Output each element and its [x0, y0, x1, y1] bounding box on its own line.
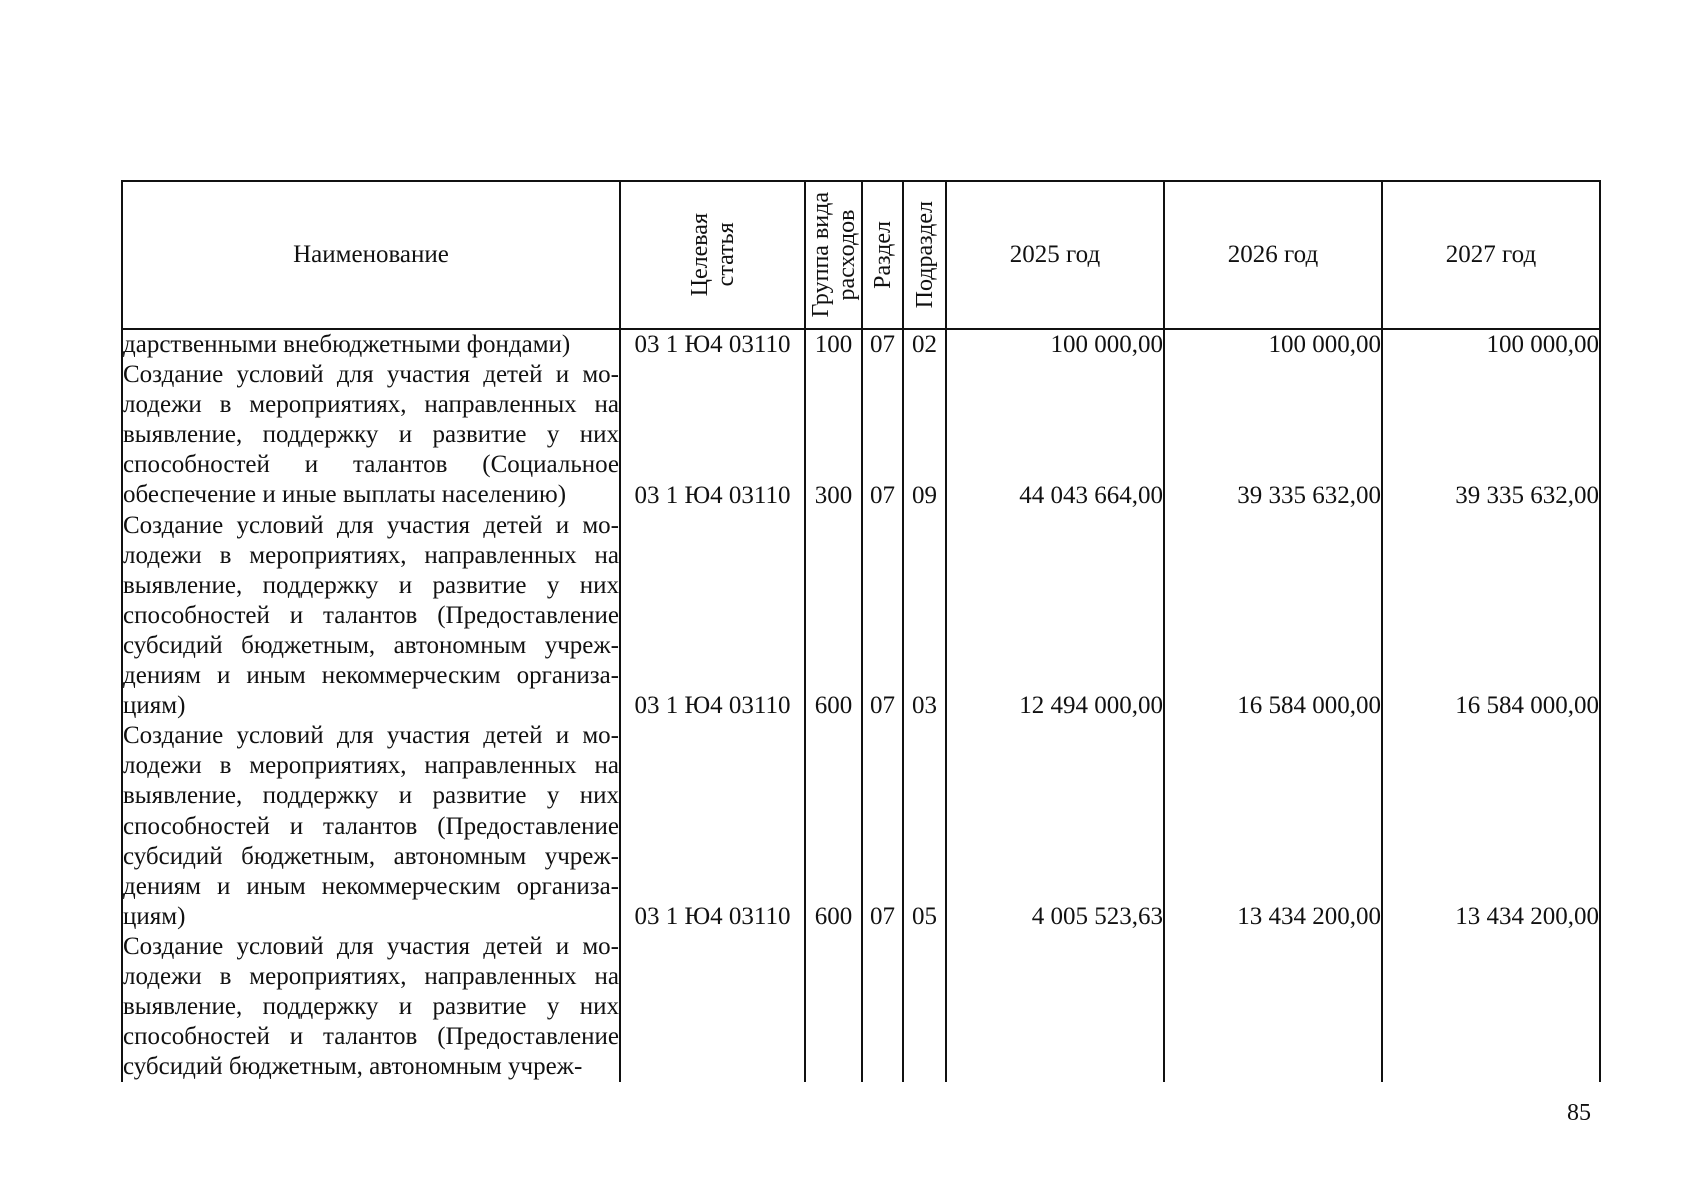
cell-group: 600	[805, 721, 862, 932]
cell-y2025: 4 005 523,63	[946, 721, 1164, 932]
row-name-line: выявление, поддержку и развитие у них	[123, 571, 619, 599]
table-row	[122, 932, 1600, 1082]
header-target-wrap	[621, 182, 804, 328]
cell-subsection: 05	[903, 721, 946, 932]
row-name-line: выявление, поддержку и развитие у них	[123, 782, 619, 810]
cell-y2027	[1382, 932, 1600, 1082]
cell-target: 03 1 Ю4 03110	[620, 360, 805, 510]
row-name-line: дениям и иным некоммерческим организа-	[123, 662, 619, 690]
table-row	[122, 329, 1600, 360]
row-name-line: Создание условий для участия детей и мо-	[123, 511, 619, 539]
row-name-line: лодежи в мероприятиях, направленных на	[123, 391, 619, 419]
header-target-line-1: Целевая	[686, 213, 713, 297]
cell-y2027: 16 584 000,00	[1382, 511, 1600, 722]
table-header-row	[122, 181, 1600, 329]
cell-y2026: 13 434 200,00	[1164, 721, 1382, 932]
row-name-line: способностей и талантов (Предоставление	[123, 1023, 619, 1051]
row-name-line: лодежи в мероприятиях, направленных на	[123, 962, 619, 990]
row-name-line: Создание условий для участия детей и мо-	[123, 932, 619, 960]
cell-y2026: 100 000,00	[1164, 329, 1382, 360]
budget-table	[121, 180, 1601, 1082]
cell-section: 07	[862, 329, 903, 360]
header-group-text	[808, 192, 860, 317]
header-2027: 2027 год	[1382, 181, 1600, 329]
cell-y2026	[1164, 932, 1382, 1082]
cell-subsection: 09	[903, 360, 946, 510]
row-name-line: лодежи в мероприятиях, направленных на	[123, 752, 619, 780]
cell-y2027: 100 000,00	[1382, 329, 1600, 360]
row-name-line: обеспечение и иные выплаты населению)	[123, 481, 567, 509]
cell-subsection: 03	[903, 511, 946, 722]
row-name-line: Создание условий для участия детей и мо-	[123, 722, 619, 750]
header-target-line-2: статья	[712, 223, 739, 287]
row-name-line: субсидий бюджетным, автономным учреж-	[123, 1053, 583, 1081]
header-group-line-1: Группа вида	[807, 192, 834, 318]
cell-y2025: 44 043 664,00	[946, 360, 1164, 510]
cell-section: 07	[862, 511, 903, 722]
row-name-line: способностей и талантов (Предоставление	[123, 601, 619, 629]
header-target-text	[687, 213, 739, 296]
cell-y2026: 16 584 000,00	[1164, 511, 1382, 722]
row-name-line: способностей и талантов (Предоставление	[123, 812, 619, 840]
header-section-wrap	[863, 182, 902, 328]
header-section-text: Раздел	[869, 221, 896, 289]
cell-group: 100	[805, 329, 862, 360]
table-body	[122, 329, 1600, 1082]
row-name-line: способностей и талантов (Социальное	[123, 451, 619, 479]
cell-y2025: 100 000,00	[946, 329, 1164, 360]
row-name-cell	[122, 511, 620, 722]
cell-target	[620, 932, 805, 1082]
row-name-cell	[122, 329, 620, 360]
row-name-line: циям)	[123, 902, 186, 930]
cell-section: 07	[862, 360, 903, 510]
cell-section: 07	[862, 721, 903, 932]
row-name-line: субсидий бюджетным, автономным учреж-	[123, 631, 619, 659]
cell-section	[862, 932, 903, 1082]
cell-target: 03 1 Ю4 03110	[620, 329, 805, 360]
cell-target: 03 1 Ю4 03110	[620, 721, 805, 932]
cell-group: 600	[805, 511, 862, 722]
row-name-line: выявление, поддержку и развитие у них	[123, 993, 619, 1021]
row-name-line: дениям и иным некоммерческим организа-	[123, 872, 619, 900]
cell-subsection	[903, 932, 946, 1082]
row-name-line: субсидий бюджетным, автономным учреж-	[123, 842, 619, 870]
table-row	[122, 511, 1600, 722]
header-2025: 2025 год	[946, 181, 1164, 329]
header-section	[862, 181, 903, 329]
row-name-cell	[122, 932, 620, 1082]
row-name-line: Создание условий для участия детей и мо-	[123, 361, 619, 389]
cell-y2025	[946, 932, 1164, 1082]
header-subsection-text: Подраздел	[911, 201, 938, 309]
cell-group: 300	[805, 360, 862, 510]
row-name-cell	[122, 360, 620, 510]
cell-y2027: 13 434 200,00	[1382, 721, 1600, 932]
row-name-line: лодежи в мероприятиях, направленных на	[123, 541, 619, 569]
header-target	[620, 181, 805, 329]
header-group-wrap	[806, 182, 861, 328]
cell-group	[805, 932, 862, 1082]
header-subsection-wrap	[904, 182, 945, 328]
page-number: 85	[1567, 1100, 1591, 1126]
header-2026: 2026 год	[1164, 181, 1382, 329]
row-name-line: циям)	[123, 692, 186, 720]
cell-subsection: 02	[903, 329, 946, 360]
table-row	[122, 360, 1600, 510]
cell-y2026: 39 335 632,00	[1164, 360, 1382, 510]
row-name-line: выявление, поддержку и развитие у них	[123, 421, 619, 449]
header-subsection	[903, 181, 946, 329]
cell-y2025: 12 494 000,00	[946, 511, 1164, 722]
header-group-line-2: расходов	[833, 209, 860, 301]
header-group	[805, 181, 862, 329]
row-name-line: дарственными внебюджетными фондами)	[123, 331, 571, 358]
cell-y2027: 39 335 632,00	[1382, 360, 1600, 510]
cell-target: 03 1 Ю4 03110	[620, 511, 805, 722]
table-row	[122, 721, 1600, 932]
header-name: Наименование	[122, 181, 620, 329]
row-name-cell	[122, 721, 620, 932]
